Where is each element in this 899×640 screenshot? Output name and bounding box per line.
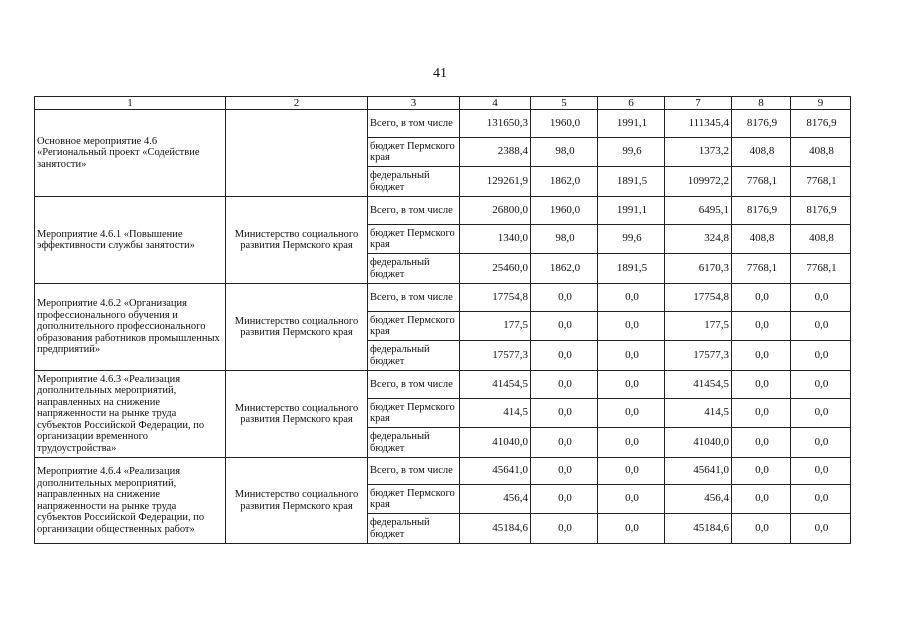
measure-description: Мероприятие 4.6.1 «Повышение эффективности службы занятости»	[35, 197, 226, 284]
funding-source: федеральный бюджет	[368, 514, 460, 544]
responsible-executor: Министерство социального развития Пермского края	[226, 284, 368, 371]
amount-cell: 0,0	[791, 485, 851, 514]
amount-cell: 177,5	[460, 312, 531, 341]
amount-cell: 41454,5	[665, 371, 732, 399]
column-header: 7	[665, 97, 732, 110]
funding-source: Всего, в том числе	[368, 371, 460, 399]
table-row	[35, 371, 851, 399]
amount-cell: 0,0	[732, 485, 791, 514]
amount-cell: 7768,1	[732, 254, 791, 284]
amount-cell: 0,0	[531, 514, 598, 544]
amount-cell: 0,0	[732, 312, 791, 341]
amount-cell: 408,8	[732, 138, 791, 167]
table-row	[35, 110, 851, 138]
amount-cell: 0,0	[791, 399, 851, 428]
funding-source: Всего, в том числе	[368, 110, 460, 138]
funding-source: бюджет Пермского края	[368, 138, 460, 167]
amount-cell: 8176,9	[791, 197, 851, 225]
amount-cell: 45641,0	[665, 458, 732, 485]
amount-cell: 41040,0	[665, 428, 732, 458]
amount-cell: 0,0	[732, 284, 791, 312]
amount-cell: 8176,9	[732, 197, 791, 225]
amount-cell: 177,5	[665, 312, 732, 341]
amount-cell: 1891,5	[598, 167, 665, 197]
amount-cell: 0,0	[531, 428, 598, 458]
amount-cell: 0,0	[598, 428, 665, 458]
amount-cell: 0,0	[598, 458, 665, 485]
amount-cell: 0,0	[598, 399, 665, 428]
amount-cell: 0,0	[531, 371, 598, 399]
amount-cell: 1891,5	[598, 254, 665, 284]
column-header: 2	[226, 97, 368, 110]
amount-cell: 0,0	[791, 371, 851, 399]
funding-source: бюджет Пермского края	[368, 399, 460, 428]
amount-cell: 0,0	[598, 514, 665, 544]
column-header: 5	[531, 97, 598, 110]
amount-cell: 0,0	[531, 312, 598, 341]
amount-cell: 1991,1	[598, 197, 665, 225]
column-header: 1	[35, 97, 226, 110]
amount-cell: 7768,1	[791, 254, 851, 284]
measure-description: Основное мероприятие 4.6 «Региональный проект «Содействие занятости»	[35, 110, 226, 197]
amount-cell: 99,6	[598, 225, 665, 254]
funding-source: Всего, в том числе	[368, 458, 460, 485]
amount-cell: 41040,0	[460, 428, 531, 458]
amount-cell: 0,0	[531, 399, 598, 428]
measure-description: Мероприятие 4.6.3 «Реализация дополнительных мероприятий, направленных на снижение напряженности на рынке труда субъектов Российской Федерации, по организации временного трудоустройства»	[35, 371, 226, 458]
amount-cell: 0,0	[598, 371, 665, 399]
funding-source: федеральный бюджет	[368, 428, 460, 458]
amount-cell: 1862,0	[531, 167, 598, 197]
amount-cell: 0,0	[531, 458, 598, 485]
responsible-executor: Министерство социального развития Пермского края	[226, 197, 368, 284]
measure-description: Мероприятие 4.6.4 «Реализация дополнительных мероприятий, направленных на снижение напряженности на рынке труда субъектов Российской Федерации, по организации общественных работ»	[35, 458, 226, 544]
amount-cell: 99,6	[598, 138, 665, 167]
amount-cell: 0,0	[732, 341, 791, 371]
amount-cell: 7768,1	[791, 167, 851, 197]
amount-cell: 6170,3	[665, 254, 732, 284]
amount-cell: 25460,0	[460, 254, 531, 284]
amount-cell: 1991,1	[598, 110, 665, 138]
funding-source: бюджет Пермского края	[368, 225, 460, 254]
amount-cell: 0,0	[791, 458, 851, 485]
amount-cell: 0,0	[791, 514, 851, 544]
funding-source: бюджет Пермского края	[368, 312, 460, 341]
amount-cell: 7768,1	[732, 167, 791, 197]
amount-cell: 17754,8	[460, 284, 531, 312]
amount-cell: 414,5	[460, 399, 531, 428]
amount-cell: 1340,0	[460, 225, 531, 254]
amount-cell: 0,0	[598, 284, 665, 312]
amount-cell: 408,8	[732, 225, 791, 254]
column-header: 6	[598, 97, 665, 110]
responsible-executor	[226, 110, 368, 197]
column-header: 3	[368, 97, 460, 110]
amount-cell: 0,0	[732, 458, 791, 485]
amount-cell: 111345,4	[665, 110, 732, 138]
amount-cell: 2388,4	[460, 138, 531, 167]
amount-cell: 8176,9	[732, 110, 791, 138]
amount-cell: 17754,8	[665, 284, 732, 312]
amount-cell: 41454,5	[460, 371, 531, 399]
measure-description: Мероприятие 4.6.2 «Организация профессионального обучения и дополнительного профессионального образования работников промышленных предприятий»	[35, 284, 226, 371]
amount-cell: 45641,0	[460, 458, 531, 485]
amount-cell: 8176,9	[791, 110, 851, 138]
budget-table	[34, 96, 851, 544]
column-header: 9	[791, 97, 851, 110]
amount-cell: 98,0	[531, 225, 598, 254]
amount-cell: 45184,6	[665, 514, 732, 544]
funding-source: бюджет Пермского края	[368, 485, 460, 514]
page-number: 41	[433, 66, 447, 81]
column-header: 4	[460, 97, 531, 110]
amount-cell: 408,8	[791, 225, 851, 254]
header-row	[35, 97, 851, 110]
amount-cell: 0,0	[732, 399, 791, 428]
amount-cell: 0,0	[598, 341, 665, 371]
amount-cell: 1960,0	[531, 110, 598, 138]
amount-cell: 0,0	[791, 312, 851, 341]
amount-cell: 6495,1	[665, 197, 732, 225]
amount-cell: 17577,3	[460, 341, 531, 371]
amount-cell: 456,4	[460, 485, 531, 514]
amount-cell: 0,0	[791, 341, 851, 371]
amount-cell: 0,0	[791, 428, 851, 458]
amount-cell: 324,8	[665, 225, 732, 254]
amount-cell: 45184,6	[460, 514, 531, 544]
amount-cell: 17577,3	[665, 341, 732, 371]
amount-cell: 0,0	[732, 371, 791, 399]
amount-cell: 456,4	[665, 485, 732, 514]
amount-cell: 0,0	[531, 284, 598, 312]
responsible-executor: Министерство социального развития Пермского края	[226, 458, 368, 544]
responsible-executor: Министерство социального развития Пермского края	[226, 371, 368, 458]
funding-source: Всего, в том числе	[368, 284, 460, 312]
amount-cell: 1960,0	[531, 197, 598, 225]
table-row	[35, 197, 851, 225]
amount-cell: 131650,3	[460, 110, 531, 138]
amount-cell: 1862,0	[531, 254, 598, 284]
amount-cell: 0,0	[732, 428, 791, 458]
amount-cell: 26800,0	[460, 197, 531, 225]
funding-source: федеральный бюджет	[368, 167, 460, 197]
amount-cell: 109972,2	[665, 167, 732, 197]
amount-cell: 0,0	[531, 341, 598, 371]
funding-source: Всего, в том числе	[368, 197, 460, 225]
table-row	[35, 458, 851, 485]
amount-cell: 129261,9	[460, 167, 531, 197]
funding-source: федеральный бюджет	[368, 254, 460, 284]
amount-cell: 0,0	[598, 485, 665, 514]
amount-cell: 0,0	[791, 284, 851, 312]
amount-cell: 1373,2	[665, 138, 732, 167]
amount-cell: 0,0	[732, 514, 791, 544]
amount-cell: 0,0	[598, 312, 665, 341]
funding-source: федеральный бюджет	[368, 341, 460, 371]
amount-cell: 98,0	[531, 138, 598, 167]
amount-cell: 414,5	[665, 399, 732, 428]
table-row	[35, 284, 851, 312]
amount-cell: 408,8	[791, 138, 851, 167]
column-header: 8	[732, 97, 791, 110]
amount-cell: 0,0	[531, 485, 598, 514]
